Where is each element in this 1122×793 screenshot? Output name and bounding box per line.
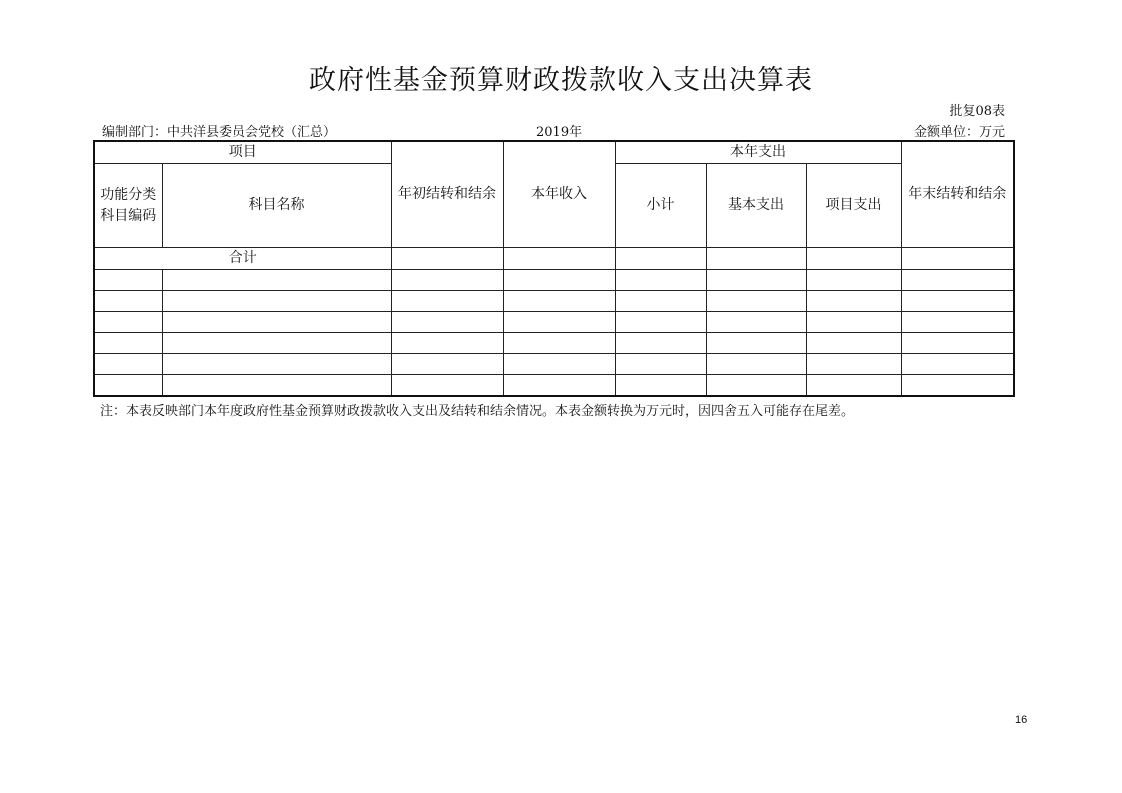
header-row-1 <box>94 141 1014 164</box>
total-row <box>94 248 1014 270</box>
table-row <box>94 312 1014 333</box>
header-subtotal: 小计 <box>615 164 706 248</box>
table-row <box>94 333 1014 354</box>
table-row <box>94 270 1014 291</box>
year-label: 2019年 <box>536 125 583 140</box>
header-expense-group: 本年支出 <box>615 141 901 164</box>
header-income: 本年收入 <box>503 141 615 248</box>
form-code: 批复08表 <box>949 104 1005 119</box>
header-begin-balance: 年初结转和结余 <box>391 141 503 248</box>
header-project-expense: 项目支出 <box>806 164 901 248</box>
page-number: 16 <box>1015 714 1028 726</box>
header-basic-expense: 基本支出 <box>706 164 806 248</box>
budget-table <box>93 140 1015 397</box>
meta-row <box>102 121 1005 139</box>
table-note: 注：本表反映部门本年度政府性基金预算财政拨款收入支出及结转和结余情况。本表金额转换为万元时，因四舍五入可能存在尾差。 <box>100 404 855 419</box>
total-label: 合计 <box>94 248 391 270</box>
table-row <box>94 375 1014 397</box>
unit-label: 编制部门：中共洋县委员会党校（汇总） <box>102 125 337 140</box>
total-subtotal <box>615 248 706 270</box>
total-basic-expense <box>706 248 806 270</box>
total-end-balance <box>901 248 1014 270</box>
amount-unit-label: 金额单位：万元 <box>913 125 1005 140</box>
header-subject-name: 科目名称 <box>162 164 391 248</box>
total-project-expense <box>806 248 901 270</box>
total-begin-balance <box>391 248 503 270</box>
total-income <box>503 248 615 270</box>
header-func-code: 功能分类科目编码 <box>94 164 162 248</box>
header-end-balance: 年末结转和结余 <box>901 141 1014 248</box>
table-row <box>94 354 1014 375</box>
table-row <box>94 291 1014 312</box>
page-title: 政府性基金预算财政拨款收入支出决算表 <box>309 65 813 96</box>
header-project: 项目 <box>94 141 391 164</box>
